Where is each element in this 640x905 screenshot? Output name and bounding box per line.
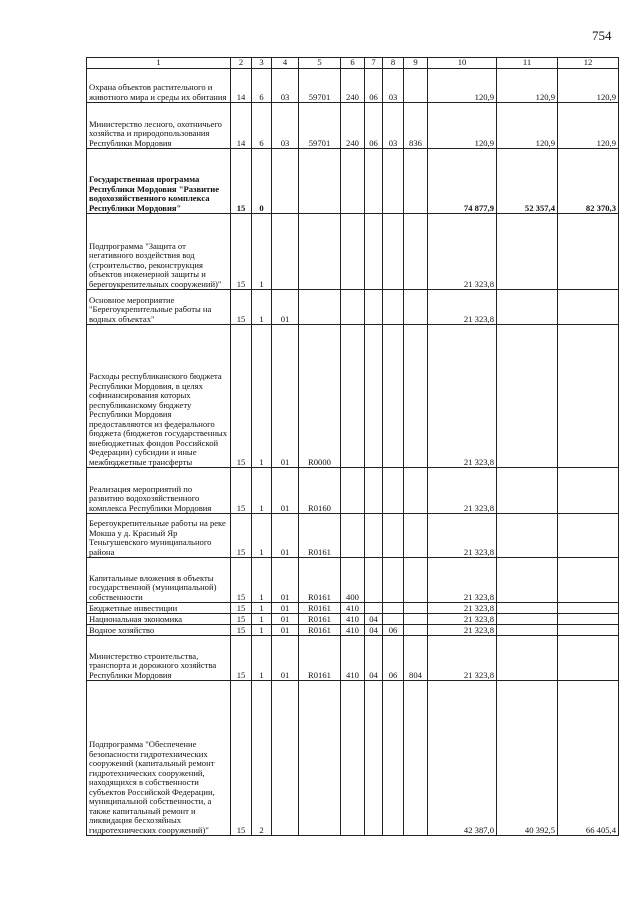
code-target-cell: R0160 bbox=[299, 468, 341, 514]
amount-col12-cell: 66 405,4 bbox=[558, 681, 619, 836]
code-subprogram-cell: 1 bbox=[252, 325, 272, 468]
code-ministry-cell bbox=[404, 614, 428, 625]
code-subprogram-cell: 0 bbox=[252, 149, 272, 214]
table-row bbox=[87, 636, 619, 681]
amount-col12-cell bbox=[558, 603, 619, 614]
table-row bbox=[87, 558, 619, 603]
code-target-cell: R0161 bbox=[299, 636, 341, 681]
header-cell: 6 bbox=[341, 58, 365, 69]
code-program-cell: 15 bbox=[231, 468, 252, 514]
amount-col12-cell bbox=[558, 468, 619, 514]
code-target-cell bbox=[299, 214, 341, 290]
code-subsection-cell: 06 bbox=[383, 625, 404, 636]
code-program-cell: 14 bbox=[231, 103, 252, 149]
amount-col10-cell: 21 323,8 bbox=[428, 558, 497, 603]
code-expense-type-cell: 410 bbox=[341, 625, 365, 636]
code-program-cell: 15 bbox=[231, 214, 252, 290]
amount-col12-cell: 82 370,3 bbox=[558, 149, 619, 214]
code-section-cell: 04 bbox=[365, 625, 383, 636]
code-ministry-cell bbox=[404, 69, 428, 103]
table-row bbox=[87, 149, 619, 214]
code-expense-type-cell bbox=[341, 214, 365, 290]
table-row bbox=[87, 103, 619, 149]
code-target-cell bbox=[299, 290, 341, 325]
amount-col11-cell: 120,9 bbox=[497, 69, 558, 103]
code-target-cell: R0161 bbox=[299, 625, 341, 636]
header-cell: 4 bbox=[272, 58, 299, 69]
amount-col11-cell bbox=[497, 603, 558, 614]
item-name-cell: Расходы республиканского бюджета Республики Мордовия, в целях софинансирования которых республиканскому бюджету Республики Мордовия предоставляются из федерального бюджета (бюджетов государственных внебюджетных фондов Российской Федерации) субсидии и иные межбюджетные трансферты bbox=[87, 325, 231, 468]
amount-col11-cell bbox=[497, 614, 558, 625]
amount-col10-cell: 21 323,8 bbox=[428, 636, 497, 681]
code-subsection-cell bbox=[383, 514, 404, 558]
code-section-cell bbox=[365, 514, 383, 558]
code-ministry-cell bbox=[404, 603, 428, 614]
header-cell: 1 bbox=[87, 58, 231, 69]
code-section-cell bbox=[365, 681, 383, 836]
code-target-cell: R0000 bbox=[299, 325, 341, 468]
amount-col12-cell bbox=[558, 214, 619, 290]
code-expense-type-cell bbox=[341, 325, 365, 468]
code-measure-cell: 03 bbox=[272, 69, 299, 103]
header-cell: 7 bbox=[365, 58, 383, 69]
item-name-cell: Государственная программа Республики Мордовия "Развитие водохозяйственного комплекса Республики Мордовия" bbox=[87, 149, 231, 214]
code-expense-type-cell: 410 bbox=[341, 603, 365, 614]
code-section-cell bbox=[365, 290, 383, 325]
amount-col10-cell: 21 323,8 bbox=[428, 603, 497, 614]
code-subsection-cell bbox=[383, 325, 404, 468]
amount-col11-cell bbox=[497, 636, 558, 681]
table-row bbox=[87, 625, 619, 636]
code-ministry-cell bbox=[404, 290, 428, 325]
code-expense-type-cell: 410 bbox=[341, 636, 365, 681]
code-program-cell: 15 bbox=[231, 558, 252, 603]
code-measure-cell bbox=[272, 214, 299, 290]
code-ministry-cell bbox=[404, 468, 428, 514]
item-name-cell: Основное мероприятие "Берегоукрепительные работы на водных объектах" bbox=[87, 290, 231, 325]
code-program-cell: 15 bbox=[231, 603, 252, 614]
code-section-cell bbox=[365, 149, 383, 214]
code-subprogram-cell: 1 bbox=[252, 614, 272, 625]
code-target-cell: 59701 bbox=[299, 103, 341, 149]
code-program-cell: 15 bbox=[231, 325, 252, 468]
code-target-cell bbox=[299, 149, 341, 214]
amount-col10-cell: 21 323,8 bbox=[428, 214, 497, 290]
code-target-cell: R0161 bbox=[299, 514, 341, 558]
code-measure-cell: 01 bbox=[272, 514, 299, 558]
code-section-cell bbox=[365, 558, 383, 603]
code-program-cell: 14 bbox=[231, 69, 252, 103]
code-subprogram-cell: 1 bbox=[252, 558, 272, 603]
amount-col10-cell: 21 323,8 bbox=[428, 325, 497, 468]
code-subprogram-cell: 1 bbox=[252, 468, 272, 514]
code-expense-type-cell bbox=[341, 514, 365, 558]
code-measure-cell: 01 bbox=[272, 325, 299, 468]
code-program-cell: 15 bbox=[231, 149, 252, 214]
amount-col10-cell: 120,9 bbox=[428, 69, 497, 103]
header-cell: 2 bbox=[231, 58, 252, 69]
code-measure-cell: 01 bbox=[272, 625, 299, 636]
code-subsection-cell: 06 bbox=[383, 636, 404, 681]
code-program-cell: 15 bbox=[231, 290, 252, 325]
table-row bbox=[87, 325, 619, 468]
code-subsection-cell bbox=[383, 681, 404, 836]
item-name-cell: Капитальные вложения в объекты государственной (муниципальной) собственности bbox=[87, 558, 231, 603]
page-number: 754 bbox=[592, 28, 612, 43]
table-row bbox=[87, 214, 619, 290]
header-cell: 11 bbox=[497, 58, 558, 69]
code-ministry-cell: 804 bbox=[404, 636, 428, 681]
amount-col11-cell bbox=[497, 325, 558, 468]
code-section-cell: 06 bbox=[365, 69, 383, 103]
item-name-cell: Министерство строительства, транспорта и дорожного хозяйства Республики Мордовия bbox=[87, 636, 231, 681]
amount-col12-cell bbox=[558, 614, 619, 625]
code-target-cell: R0161 bbox=[299, 603, 341, 614]
code-measure-cell: 03 bbox=[272, 103, 299, 149]
amount-col12-cell bbox=[558, 636, 619, 681]
code-program-cell: 15 bbox=[231, 514, 252, 558]
code-target-cell: R0161 bbox=[299, 558, 341, 603]
code-subprogram-cell: 2 bbox=[252, 681, 272, 836]
code-measure-cell: 01 bbox=[272, 614, 299, 625]
item-name-cell: Водное хозяйство bbox=[87, 625, 231, 636]
code-ministry-cell bbox=[404, 681, 428, 836]
header-cell: 10 bbox=[428, 58, 497, 69]
code-section-cell bbox=[365, 603, 383, 614]
header-cell: 3 bbox=[252, 58, 272, 69]
amount-col12-cell bbox=[558, 290, 619, 325]
code-expense-type-cell bbox=[341, 149, 365, 214]
code-subsection-cell bbox=[383, 614, 404, 625]
code-expense-type-cell: 240 bbox=[341, 69, 365, 103]
code-subsection-cell bbox=[383, 558, 404, 603]
code-subprogram-cell: 1 bbox=[252, 636, 272, 681]
table-body bbox=[87, 69, 619, 836]
amount-col12-cell bbox=[558, 514, 619, 558]
amount-col11-cell: 52 357,4 bbox=[497, 149, 558, 214]
code-program-cell: 15 bbox=[231, 636, 252, 681]
code-target-cell: 59701 bbox=[299, 69, 341, 103]
item-name-cell: Охрана объектов растительного и животного мира и среды их обитания bbox=[87, 69, 231, 103]
code-expense-type-cell: 240 bbox=[341, 103, 365, 149]
table-row bbox=[87, 290, 619, 325]
item-name-cell: Подпрограмма "Защита от негативного воздействия вод (строительство, реконструкция объектов инженерной защиты и берегоукрепительных сооружений)" bbox=[87, 214, 231, 290]
header-cell: 12 bbox=[558, 58, 619, 69]
code-expense-type-cell: 410 bbox=[341, 614, 365, 625]
amount-col12-cell bbox=[558, 625, 619, 636]
code-ministry-cell bbox=[404, 325, 428, 468]
code-subprogram-cell: 1 bbox=[252, 214, 272, 290]
code-subprogram-cell: 6 bbox=[252, 103, 272, 149]
code-subprogram-cell: 6 bbox=[252, 69, 272, 103]
code-subsection-cell bbox=[383, 290, 404, 325]
header-cell: 9 bbox=[404, 58, 428, 69]
amount-col10-cell: 74 877,9 bbox=[428, 149, 497, 214]
table-row bbox=[87, 69, 619, 103]
table-row bbox=[87, 514, 619, 558]
code-measure-cell bbox=[272, 681, 299, 836]
item-name-cell: Национальная экономика bbox=[87, 614, 231, 625]
code-program-cell: 15 bbox=[231, 625, 252, 636]
amount-col11-cell bbox=[497, 214, 558, 290]
item-name-cell: Бюджетные инвестиции bbox=[87, 603, 231, 614]
code-subprogram-cell: 1 bbox=[252, 514, 272, 558]
code-program-cell: 15 bbox=[231, 614, 252, 625]
code-target-cell bbox=[299, 681, 341, 836]
amount-col10-cell: 21 323,8 bbox=[428, 625, 497, 636]
amount-col10-cell: 21 323,8 bbox=[428, 290, 497, 325]
code-ministry-cell bbox=[404, 214, 428, 290]
code-subprogram-cell: 1 bbox=[252, 290, 272, 325]
code-expense-type-cell bbox=[341, 290, 365, 325]
table-row bbox=[87, 614, 619, 625]
item-name-cell: Министерство лесного, охотничьего хозяйства и природопользования Республики Мордовия bbox=[87, 103, 231, 149]
table-row bbox=[87, 603, 619, 614]
amount-col12-cell: 120,9 bbox=[558, 103, 619, 149]
amount-col10-cell: 21 323,8 bbox=[428, 468, 497, 514]
table-row bbox=[87, 468, 619, 514]
item-name-cell: Берегоукрепительные работы на реке Мокша у д. Красный Яр Теньгушевского муниципального района bbox=[87, 514, 231, 558]
code-section-cell: 06 bbox=[365, 103, 383, 149]
code-measure-cell: 01 bbox=[272, 603, 299, 614]
code-expense-type-cell bbox=[341, 468, 365, 514]
code-subsection-cell: 03 bbox=[383, 69, 404, 103]
code-section-cell: 04 bbox=[365, 614, 383, 625]
code-ministry-cell: 836 bbox=[404, 103, 428, 149]
code-subprogram-cell: 1 bbox=[252, 603, 272, 614]
code-subsection-cell bbox=[383, 603, 404, 614]
amount-col12-cell bbox=[558, 558, 619, 603]
code-measure-cell bbox=[272, 149, 299, 214]
code-subprogram-cell: 1 bbox=[252, 625, 272, 636]
amount-col10-cell: 42 387,0 bbox=[428, 681, 497, 836]
amount-col11-cell bbox=[497, 290, 558, 325]
code-section-cell bbox=[365, 214, 383, 290]
amount-col11-cell: 40 392,5 bbox=[497, 681, 558, 836]
code-measure-cell: 01 bbox=[272, 636, 299, 681]
item-name-cell: Подпрограмма "Обеспечение безопасности гидротехнических сооружений (капитальный ремонт гидротехнических сооружений, находящихся в собственности субъектов Российской Федерации, муниципальной собственности, а также капитальный ремонт и ликвидация бесхозяйных гидротехнических сооружений)" bbox=[87, 681, 231, 836]
code-target-cell: R0161 bbox=[299, 614, 341, 625]
code-ministry-cell bbox=[404, 625, 428, 636]
amount-col12-cell: 120,9 bbox=[558, 69, 619, 103]
code-expense-type-cell: 400 bbox=[341, 558, 365, 603]
code-program-cell: 15 bbox=[231, 681, 252, 836]
code-subsection-cell: 03 bbox=[383, 103, 404, 149]
code-ministry-cell bbox=[404, 514, 428, 558]
header-cell: 8 bbox=[383, 58, 404, 69]
code-measure-cell: 01 bbox=[272, 290, 299, 325]
amount-col11-cell: 120,9 bbox=[497, 103, 558, 149]
header-cell: 5 bbox=[299, 58, 341, 69]
amount-col10-cell: 21 323,8 bbox=[428, 614, 497, 625]
header-row bbox=[87, 58, 619, 69]
code-measure-cell: 01 bbox=[272, 468, 299, 514]
code-subsection-cell bbox=[383, 214, 404, 290]
code-expense-type-cell bbox=[341, 681, 365, 836]
item-name-cell: Реализация мероприятий по развитию водохозяйственного комплекса Республики Мордовия bbox=[87, 468, 231, 514]
amount-col10-cell: 21 323,8 bbox=[428, 514, 497, 558]
amount-col12-cell bbox=[558, 325, 619, 468]
amount-col11-cell bbox=[497, 625, 558, 636]
code-section-cell bbox=[365, 325, 383, 468]
code-subsection-cell bbox=[383, 468, 404, 514]
code-subsection-cell bbox=[383, 149, 404, 214]
table-row bbox=[87, 681, 619, 836]
amount-col10-cell: 120,9 bbox=[428, 103, 497, 149]
code-ministry-cell bbox=[404, 558, 428, 603]
amount-col11-cell bbox=[497, 514, 558, 558]
amount-col11-cell bbox=[497, 468, 558, 514]
code-measure-cell: 01 bbox=[272, 558, 299, 603]
code-section-cell bbox=[365, 468, 383, 514]
amount-col11-cell bbox=[497, 558, 558, 603]
code-ministry-cell bbox=[404, 149, 428, 214]
code-section-cell: 04 bbox=[365, 636, 383, 681]
budget-table bbox=[86, 57, 619, 836]
